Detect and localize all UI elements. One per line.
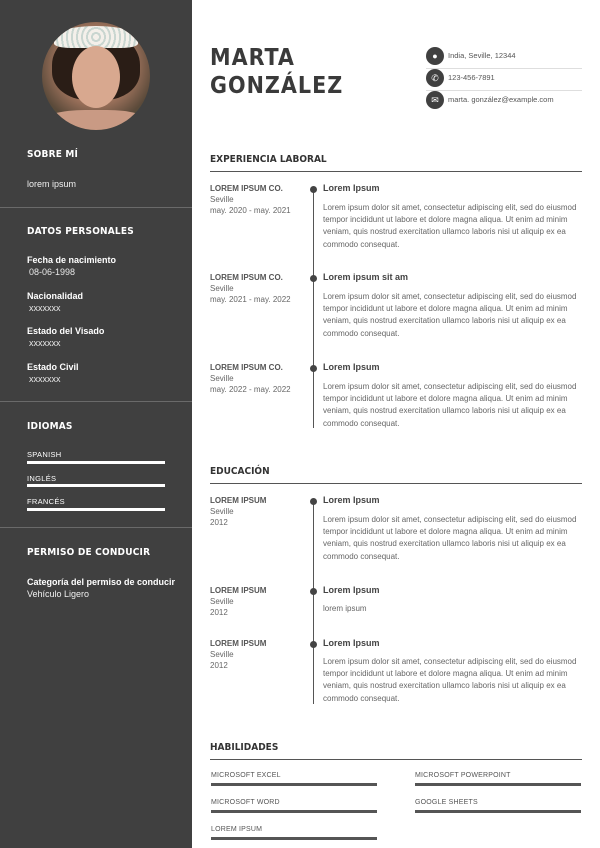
language-name: FRANCÉS — [27, 497, 65, 506]
license-label: Categoría del permiso de conducir — [27, 577, 176, 587]
skill-level-bar — [211, 783, 377, 786]
contact-text: 123-456-7891 — [448, 73, 495, 82]
profile-photo — [42, 22, 150, 130]
photo-face — [72, 46, 120, 108]
entry-org: LOREM IPSUM CO. — [210, 363, 283, 372]
personal-heading: DATOS PERSONALES — [27, 226, 134, 237]
entry-city: Seville — [210, 597, 234, 606]
about-text: lorem ipsum — [27, 179, 77, 189]
skill-level-bar — [211, 810, 377, 813]
personal-label: Estado del Visado — [27, 326, 105, 336]
personal-value: xxxxxxx — [29, 374, 61, 384]
language-level-bar — [27, 461, 165, 464]
entry-title: Lorem Ipsum — [323, 638, 380, 648]
email-icon: ✉ — [426, 91, 444, 109]
section-rule — [210, 483, 582, 484]
section-rule — [210, 759, 582, 760]
experience-timeline — [313, 190, 314, 428]
personal-label: Fecha de nacimiento — [27, 255, 117, 265]
entry-date: 2012 — [210, 518, 228, 527]
skill-level-bar — [415, 810, 581, 813]
timeline-dot — [310, 275, 317, 282]
skill-level-bar — [415, 783, 581, 786]
first-name: MARTA — [210, 45, 295, 71]
timeline-dot — [310, 186, 317, 193]
sidebar-divider — [0, 527, 192, 528]
entry-description: Lorem ipsum dolor sit amet, consectetur adipiscing elit, sed do eiusmod tempor incididunt ut labore et dolore magna aliqua. Ut enim ad minim veniam, quis nostrud exercitation ullamco laboris nisi ut aliquip ex ea commodo consequat. — [323, 657, 577, 703]
contact-phone — [426, 69, 582, 91]
skill-name: GOOGLE SHEETS — [415, 799, 478, 806]
languages-heading: IDIOMAS — [27, 421, 73, 432]
entry-date: 2012 — [210, 661, 228, 670]
full-name — [210, 44, 343, 100]
photo-flower-crown — [54, 26, 138, 48]
contact-text: India, Seville, 12344 — [448, 51, 516, 60]
entry-org: LOREM IPSUM — [210, 639, 267, 648]
skill-level-bar — [211, 837, 377, 840]
entry-description: Lorem ipsum dolor sit amet, consectetur adipiscing elit, sed do eiusmod tempor incididunt ut labore et dolore magna aliqua. Ut enim ad minim veniam, quis nostrud exercitation ullamco laboris nisi ut aliquip ex ea commodo consequat. — [323, 292, 577, 338]
language-level-bar — [27, 484, 165, 487]
entry-date: may. 2020 - may. 2021 — [210, 206, 291, 215]
personal-label: Nacionalidad — [27, 291, 84, 301]
timeline-dot — [310, 498, 317, 505]
photo-shoulders — [42, 110, 150, 130]
entry-title: Lorem Ipsum — [323, 183, 380, 193]
language-name: INGLÉS — [27, 474, 57, 483]
personal-label: Estado Civil — [27, 362, 79, 372]
skills-heading: HABILIDADES — [210, 742, 279, 753]
personal-value: 08-06-1998 — [29, 267, 76, 277]
contact-address — [426, 47, 582, 69]
personal-value: xxxxxxx — [29, 303, 61, 313]
about-heading: SOBRE MÍ — [27, 149, 79, 160]
license-value: Vehículo Ligero — [27, 589, 90, 599]
entry-city: Seville — [210, 284, 234, 293]
contact-text[interactable]: marta. gonzález@example.com — [448, 95, 554, 104]
skill-name: MICROSOFT WORD — [211, 799, 280, 806]
entry-org: LOREM IPSUM — [210, 586, 267, 595]
contact-email — [426, 91, 582, 113]
entry-city: Seville — [210, 650, 234, 659]
section-rule — [210, 171, 582, 172]
location-pin-icon: ● — [426, 47, 444, 65]
entry-org: LOREM IPSUM CO. — [210, 184, 283, 193]
entry-date: may. 2021 - may. 2022 — [210, 295, 291, 304]
entry-description: Lorem ipsum dolor sit amet, consectetur adipiscing elit, sed do eiusmod tempor incididunt ut labore et dolore magna aliqua. Ut enim ad minim veniam, quis nostrud exercitation ullamco laboris nisi ut aliquip ex ea commodo consequat. — [323, 515, 577, 561]
experience-heading: EXPERIENCIA LABORAL — [210, 154, 327, 165]
entry-description: Lorem ipsum dolor sit amet, consectetur adipiscing elit, sed do eiusmod tempor incididunt ut labore et dolore magna aliqua. Ut enim ad minim veniam, quis nostrud exercitation ullamco laboris nisi ut aliquip ex ea commodo consequat. — [323, 203, 577, 249]
sidebar — [0, 0, 192, 848]
skill-name: MICROSOFT POWERPOINT — [415, 772, 511, 779]
education-heading: EDUCACIÓN — [210, 466, 270, 477]
entry-city: Seville — [210, 374, 234, 383]
language-name: SPANISH — [27, 450, 62, 459]
entry-city: Seville — [210, 195, 234, 204]
entry-org: LOREM IPSUM CO. — [210, 273, 283, 282]
last-name: GONZÁLEZ — [210, 73, 344, 99]
education-timeline — [313, 502, 314, 704]
license-heading: PERMISO DE CONDUCIR — [27, 547, 151, 558]
timeline-dot — [310, 588, 317, 595]
skill-name: LOREM IPSUM — [211, 826, 263, 833]
phone-icon: ✆ — [426, 69, 444, 87]
entry-title: Lorem ipsum sit am — [323, 272, 409, 282]
entry-title: Lorem Ipsum — [323, 362, 380, 372]
timeline-dot — [310, 641, 317, 648]
language-level-bar — [27, 508, 165, 511]
entry-title: Lorem Ipsum — [323, 495, 380, 505]
entry-org: LOREM IPSUM — [210, 496, 267, 505]
entry-title: Lorem Ipsum — [323, 585, 380, 595]
entry-date: may. 2022 - may. 2022 — [210, 385, 291, 394]
timeline-dot — [310, 365, 317, 372]
entry-description: Lorem ipsum dolor sit amet, consectetur adipiscing elit, sed do eiusmod tempor incididunt ut labore et dolore magna aliqua. Ut enim ad minim veniam, quis nostrud exercitation ullamco laboris nisi ut aliquip ex ea commodo consequat. — [323, 382, 577, 428]
sidebar-divider — [0, 401, 192, 402]
entry-date: 2012 — [210, 608, 228, 617]
entry-city: Seville — [210, 507, 234, 516]
skill-name: MICROSOFT EXCEL — [211, 772, 281, 779]
sidebar-divider — [0, 207, 192, 208]
personal-value: xxxxxxx — [29, 338, 61, 348]
entry-description: lorem ipsum — [323, 604, 367, 613]
